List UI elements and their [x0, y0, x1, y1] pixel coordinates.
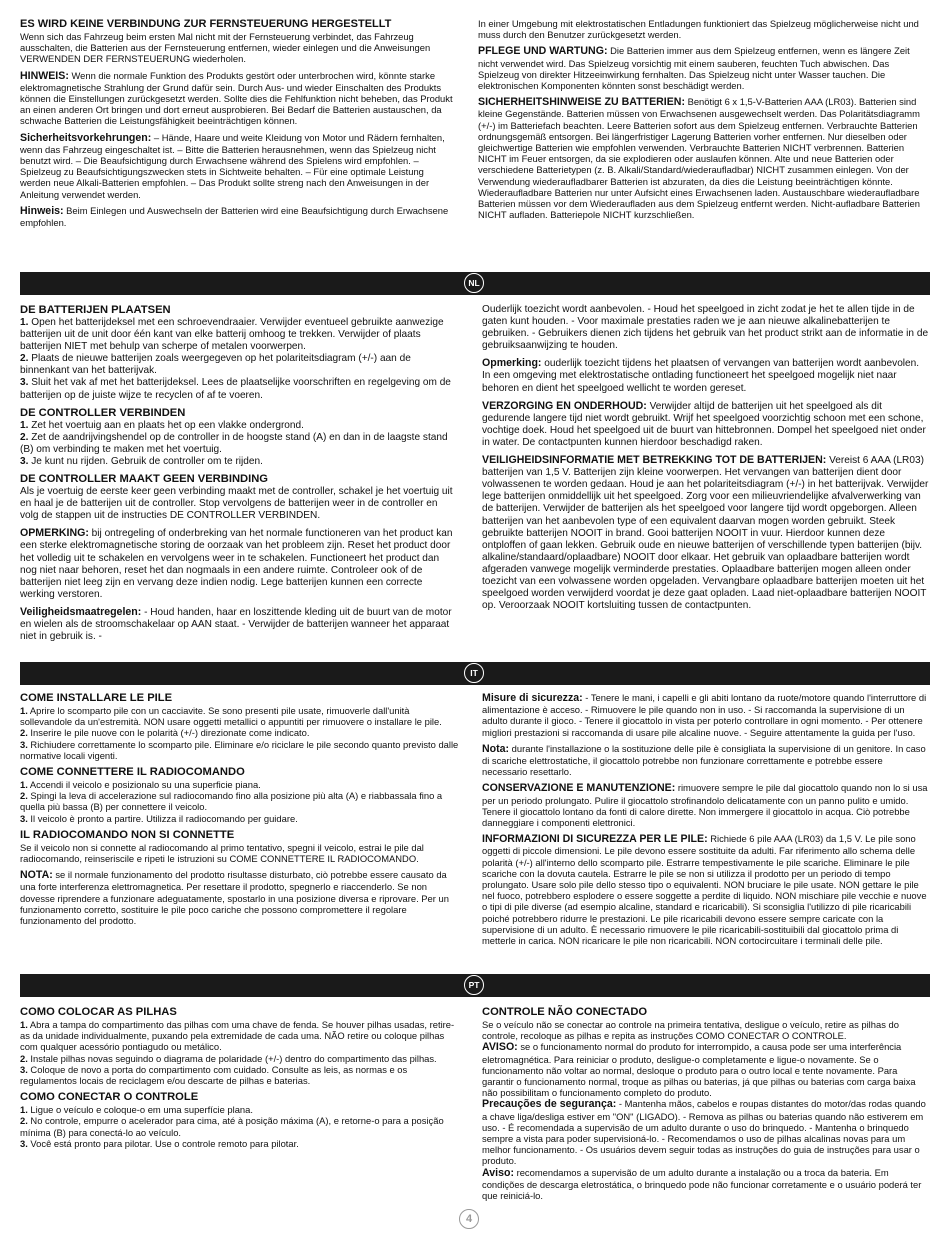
it-step-2-number: 2.	[20, 727, 28, 739]
nl-safety-paragraph	[20, 606, 458, 643]
de-hinweis2-label: Hinweis:	[20, 204, 64, 217]
it-heading-install-batteries: COME INSTALLARE LE PILE	[20, 692, 173, 704]
nl-no-connection-text: Als je voertuig de eerste keer geen verbinding maakt met de controller, schakel je het voertuig uit en haal je de batterijen uit de controller. Stop vervolgens de batterijen weer in de controller en volg de stappen uit de instructies DE CONTROLLER VERBINDEN.	[20, 486, 453, 522]
pt-connect-step-2-text: No controle, empurre o acelerador para cima, até à posição máxima (A), e retorne-o para a posição mínima (B) para conectá-lo ao veículo.	[20, 1115, 444, 1138]
nl-heading-no-connection: DE CONTROLLER MAAKT GEEN VERBINDING	[20, 473, 268, 486]
pt-step-1	[20, 1019, 460, 1053]
it-care-text: rimuovere sempre le pile dal giocattolo quando non lo si usa per un periodo prolungato. Pulire il giocattolo strofinandolo delicatamente con un panno pulito e umido. Tenere il giocattolo lontano da fonti di calore dirette. Non immergere il giocattolo in acqua. Ciò potrebbe danneggiare i componenti elettronici.	[482, 782, 928, 829]
pt-connect-step-1-number: 1.	[20, 1104, 28, 1116]
de-heading-no-connection: ES WIRD KEINE VERBINDUNG ZUR FERNSTEUERUNG HERGESTELLT	[20, 18, 392, 30]
nl-connect-step-3-number: 3.	[20, 455, 29, 467]
it-connect-step-3-text: Il veicolo è pronto a partire. Utilizza il radiocomando per guidare.	[27, 812, 298, 824]
nl-connect-step-2-number: 2.	[20, 431, 29, 443]
nl-language-badge: NL	[464, 273, 484, 293]
it-battery-safety-paragraph	[482, 833, 930, 946]
it-connect-step-2-text: Spingi la leva di accelerazione sul radiocomando fino alla posizione più alta (A) e riabbassala fino a quella più bassa (B) per connettere il veicolo.	[20, 790, 443, 813]
pt-step-1-number: 1.	[20, 1019, 28, 1030]
nl-step-3-number: 3.	[20, 377, 29, 389]
pt-heading-insert-batteries: COMO COLOCAR AS PILHAS	[20, 1006, 177, 1018]
it-connect-step-3	[20, 813, 460, 824]
pt-language-badge: PT	[464, 975, 484, 995]
nl-care-label: VERZORGING EN ONDERHOUD:	[482, 399, 647, 412]
it-note-label: NOTA:	[20, 869, 53, 882]
nl-step-3-text: Sluit het vak af met het batterijdeksel. Lees de plaatselijke voorschriften en regelgeving om de batterijen op de juiste wijze te recyclen of af te voeren.	[20, 377, 451, 401]
pt-left-column	[20, 1006, 460, 1149]
de-care-text: Die Batterien immer aus dem Spielzeug entfernen, wenn es längere Zeit nicht verwendet wird. Das Spielzeug vorsichtig mit einem sauberen, feuchten Tuch abwischen. Das Spielzeug von direkter Hitzeeinwirkung fernhalten. Das Spielzeug nicht unter Wasser tauchen. Die elektronischen Komponenten könnten sonst beschädigt werden.	[478, 45, 910, 92]
nl-connect-step-2-text: Zet de aandrijvingshendel op de controller in de hoogste stand (A) en dan in de laagste stand (B) om verbinding te maken met het voertuig.	[20, 431, 448, 455]
nl-connect-step-1-number: 1.	[20, 419, 29, 431]
it-safety-paragraph	[482, 692, 930, 738]
it-heading-no-connection: IL RADIOCOMANDO NON SI CONNETTE	[20, 828, 235, 841]
pt-warning-text: se o funcionamento normal do produto for interrompido, a causa pode ser uma interferência eletromagnética. Para reiniciar o produto, desligue-o completamente e ligue-o novamente. Se o funcionamento não voltar ao normal, desloque o produto para o outro local e tente novamente. Para garantir o funcionamento normal, troque as pilhas ou baterias, já que pilhas ou baterias com carga baixa não possibilitam o funcionamento completo do produto.	[482, 1041, 916, 1099]
nl-connect-step-3-text: Je kunt nu rijden. Gebruik de controller om te rijden.	[28, 455, 263, 467]
pt-heading-not-connected: CONTROLE NÃO CONECTADO	[482, 1006, 648, 1018]
it-battery-safety-text: Richiede 6 pile AAA (LR03) da 1,5 V. Le pile sono oggetti di piccole dimensioni. Le pile devono essere sostituite da adulti. Far riferimento allo schema delle polarità (+/-) all'interno dello scomparto pile. Estrarre tempestivamente le pile scariche. Eliminare le pile scariche con la dovuta cautela. Estrarre le pile se non si utilizza il prodotto per un periodo di tempo prolungato. Usare solo pile dello stesso tipo o equivalenti. NON bruciare le pile usate. NON gettare le pile nel fuoco, potrebbero esplodere o essere soggette a perdite di liquido. NON mischiare pile vecchie e nuove o tipi di pile diverse (ad esempio alcaline, standard e ricaricabili). Si sconsiglia l'utilizzo di pile ricaricabili poiché potrebbero ridurre le prestazioni. Le pile ricaricabili devono essere sempre caricate con la supervisione di un adulto. È necessario rimuovere le pile ricaricabili-sostituibili dal giocattolo prima di metterle in carica. NON ricaricare le pile non ricaricabili. NON cortocircuitare i terminali delle pile.	[482, 833, 927, 947]
nl-connect-step-1	[20, 420, 458, 432]
it-step-3	[20, 739, 460, 761]
it-step-2	[20, 727, 460, 738]
de-battery-safety-paragraph	[478, 96, 930, 220]
nl-note2-paragraph	[482, 357, 930, 394]
pt-safety-text: - Mantenha mãos, cabelos e roupas distantes do motor/das rodas quando a chave liga/desliga estiver em "ON" (LIGADO). - Remova as pilhas ou baterias quando não estiverem em uso. - É recomendada a supervisão de um adulto durante o uso do brinquedo. - Mantenha o brinquedo sempre a vista para poder supervisioná-lo. - Recomendamos o uso de pilhas alcalinas novas para um melhor funcionamento. - Os usuários devem seguir todas as instruções do guia de instruções para usar o produto.	[482, 1098, 926, 1167]
page-number: 4	[459, 1209, 479, 1229]
de-hinweis-paragraph	[20, 70, 456, 127]
nl-care-paragraph	[482, 400, 930, 449]
nl-note-text: bij ontregeling of onderbreking van het normale functioneren van het product kan een sterke elektromagnetische storing de oorzaak van het probleem zijn. Reset het product door het volledig uit te schakelen en vervolgens weer in te schakelen. Functioneert het product dan nog niet naar behoren, reset het dan nogmaals in een andere ruimte. Controleer ook of de batterijen niet leeg zijn en vervang deze indien nodig. Lege batterijen kunnen een correcte werking verstoren.	[20, 528, 453, 600]
it-language-badge: IT	[464, 663, 484, 683]
it-left-column	[20, 692, 460, 931]
nl-care-text: Verwijder altijd de batterijen uit het speelgoed als dit gedurende langere tijd niet wordt gebruikt. Wrijf het speelgoed voorzichtig schoon met een schone, vochtige doek. Houd het speelgoed uit de buurt van hittebronnen. Dompel het speelgoed niet onder in water. De contactpunten kunnen hierdoor beschadigd raken.	[482, 400, 926, 448]
pt-step-3-number: 3.	[20, 1063, 28, 1075]
de-care-label: PFLEGE UND WARTUNG:	[478, 45, 608, 58]
pt-step-3-text: Coloque de novo a porta do compartimento com cuidado. Consulte as leis, as normas e os regulamentos locais de reciclagem e/ou descarte de pilhas e baterias.	[20, 1063, 408, 1087]
pt-warning-paragraph	[482, 1041, 930, 1098]
de-safety-text: – Hände, Haare und weite Kleidung von Motor und Rädern fernhalten, wenn das Fahrzeug eingeschaltet ist. – Bitte die Batterien herausnehmen, wenn das Spielzeug nicht benutzt wird. – Die Beaufsichtigung durch Erwachsene während des Spielens wird empfohlen. – Spielzeug zu Beaufsichtigungszwecken stets in Sichtweite behalten. – Für eine optimale Leistung werden neue Alkali-Batterien empfohlen. – Das Produkt sollte streng nach den Anweisungen in der Anleitung verwendet werden.	[20, 131, 445, 200]
pt-heading-connect-controller: COMO CONECTAR O CONTROLE	[20, 1091, 199, 1104]
nl-battery-safety-label: VEILIGHEIDSINFORMATIE MET BETREKKING TOT DE BATTERIJEN:	[482, 454, 827, 467]
de-battery-safety-text: Benötigt 6 x 1,5-V-Batterien AAA (LR03). Batterien sind kleine Gegenstände. Batterien müssen von Erwachsenen ausgewechselt werden. Das Polaritätsdiagramm (+/-) im Batteriefach beachten. Leere Batterien sofort aus dem Spielzeug entfernen. Verbrauchte Batterien ordnungsgemäß entsorgen. Bei längerfristiger Lagerung Batterien vorher entfernen. Nur dieselben oder gleichwertige Batterien wie empfohlen verwenden. Verbrauchte Batterien NICHT verbrennen. Batterien NICHT im Feuer entsorgen, da sie explodieren oder auslaufen können. Alte und neue Batterien oder verschiedene Batterietypen (z. B. Alkali/Standard/wiederaufladbar) NICHT zusammen einlegen. Von der Verwendung wiederaufladbarer Batterien ist abzuraten, da dies die Leistung beeinträchtigen könnte. Wiederaufladbare Batterien nur unter Aufsicht eines Erwachsenen laden. Austauschbare wiederaufladbare Batterien müssen vor dem Wiederaufladen aus dem Spielzeug entfernt werden. Nicht-aufladbare Batterien NICHT aufladen. Batteriepole NICHT kurzschließen.	[478, 96, 920, 221]
de-hinweis-text: Wenn die normale Funktion des Produkts gestört oder unterbrochen wird, könnte starke elektromagnetische Strahlung der Grund dafür sein. Durch Aus- und wieder Einschalten des Produkts können die Einstellungen zurückgesetzt werden. Sollte dies die Fehlfunktion nicht beheben, das Produkt an einen anderen Ort bringen und dort erneut ausprobieren. Bei Bedarf die Batterien austauschen, da schwache Batterien die Leistungsfähigkeit beeinträchtigen können.	[20, 69, 453, 127]
pt-warning2-paragraph	[482, 1167, 930, 1202]
de-no-connection-text: Wenn sich das Fahrzeug beim ersten Mal nicht mit der Fernsteuerung verbindet, das Fahrzeug ausschalten, die Batterien aus der Fernsteuerung entfernen, wieder einlegen und die Anweisungen VERWENDEN DER FERNSTEUERUNG wiederholen.	[20, 31, 431, 65]
de-care-paragraph	[478, 45, 930, 91]
nl-battery-safety-text: Vereist 6 AAA (LR03) batterijen van 1,5 V. Batterijen zijn kleine voorwerpen. Het vervangen van batterijen dient door volwassenen te worden gedaan. Houd je aan het polariteitsdiagram (+/-) in het batterijvak. Verwijder lege batterijen onmiddellijk uit het speelgoed. Zorg voor een milieuvriendelijke afvalverwerking van de batterijen. Verwijder de batterijen als het speelgoed voor langere tijd wordt opgeborgen. Alleen batterijen van het aanbevolen type of een equivalent daarvan mogen worden gebruikt. Steek gebruikte batterijen NOOIT in brand. Gooi batterijen NOOIT in vuur. Hierdoor kunnen deze ontploffen of gaan lekken. Gebruik oude en nieuwe batterijen of verschillende typen batterijen (bijv. alkaline/standaard/oplaadbare) NOOIT door elkaar. Het gebruik van oplaadbare batterijen wordt afgeraden vanwege mogelijk verminderde prestaties. Oplaadbare batterijen mogen alleen onder toezicht van een volwassene worden opgeladen. Vervangbare oplaadbare batterijen moeten uit het speelgoed worden verwijderd voordat je deze gaat opladen. Laad niet-oplaadbare batterijen NOOIT op. Veroorzaak NOOIT kortsluiting tussen de contactpunten.	[482, 455, 929, 612]
pt-warning2-text: recomendamos a supervisão de um adulto durante a instalação ou a troca da bateria. Em condições de descarga eletrostática, o brinquedo pode não funcionar corretamente e o usuário poderá ter que reiniciá-lo.	[482, 1166, 922, 1202]
pt-connect-step-2-number: 2.	[20, 1115, 28, 1127]
it-note2-paragraph	[482, 743, 930, 778]
pt-connect-step-3-text: Você está pronto para pilotar. Use o controle remoto para pilotar.	[27, 1137, 299, 1149]
pt-step-2	[20, 1053, 460, 1064]
it-step-1-text: Aprire lo scomparto pile con un cacciavite. Se sono presenti pile usate, rimuoverle dall'unità sollevandole da un'estremità. NON usare oggetti metallici o appuntiti per rimuovere o installare le pile.	[20, 705, 442, 728]
it-section-bar	[20, 662, 930, 685]
pt-not-connected-text: Se o veículo não se conectar ao controle na primeira tentativa, desligue o veículo, retire as pilhas do controle, recoloque as pilhas e repita as instruções COMO CONECTAR O CONTROLE.	[482, 1019, 899, 1042]
it-step-2-text: Inserire le pile nuove con le polarità (+/-) direzionate come indicato.	[27, 727, 310, 739]
it-care-paragraph	[482, 782, 930, 828]
pt-connect-step-2	[20, 1115, 460, 1137]
nl-step-1	[20, 317, 458, 353]
nl-connect-step-2	[20, 432, 458, 456]
it-step-1-number: 1.	[20, 705, 28, 716]
it-care-label: CONSERVAZIONE E MANUTENZIONE:	[482, 782, 676, 795]
nl-safety-text: - Houd handen, haar en loszittende kleding uit de buurt van de motor en wielen als de stroomschakelaar op AAN staat. - Verwijder de batterijen wanneer het apparaat niet in gebruik is. -	[20, 606, 452, 643]
it-connect-step-3-number: 3.	[20, 812, 28, 824]
pt-connect-step-1	[20, 1104, 460, 1115]
nl-step-2	[20, 353, 458, 377]
nl-heading-insert-batteries: DE BATTERIJEN PLAATSEN	[20, 304, 171, 316]
pt-section-bar	[20, 974, 930, 997]
de-esd-text: In einer Umgebung mit elektrostatischen Entladungen funktioniert das Spielzeug möglicherweise nicht und muss durch den Benutzer zurückgesetzt werden.	[478, 18, 919, 41]
it-safety-text: - Tenere le mani, i capelli e gli abiti lontano da ruote/motore quando l'interruttore di alimentazione è acceso. - Rimuovere le pile quando non in uso. - Si raccomanda la supervisione di un adulto durante il gioco. - Tenere il giocattolo in vista per poterlo controllare in ogni momento. - Per ottenere migliori prestazioni si raccomanda di usare pile alcaline nuove. - Seguire attentamente la guida per l'uso.	[482, 692, 927, 738]
it-connect-step-1-number: 1.	[20, 779, 28, 791]
it-safety-label: Misure di sicurezza:	[482, 692, 583, 704]
pt-step-2-number: 2.	[20, 1052, 28, 1064]
de-safety-label: Sicherheitsvorkehrungen:	[20, 131, 152, 144]
de-battery-safety-label: SICHERHEITSHINWEISE ZU BATTERIEN:	[478, 96, 685, 109]
nl-note-label: OPMERKING:	[20, 527, 89, 540]
nl-section-bar	[20, 272, 930, 295]
nl-note2-label: Opmerking:	[482, 357, 542, 370]
nl-battery-safety-paragraph	[482, 454, 930, 612]
nl-heading-connect-controller: DE CONTROLLER VERBINDEN	[20, 406, 186, 419]
it-no-connection-text: Se il veicolo non si connette al radiocomando al primo tentativo, spegni il veicolo, estrai le pile dal radiocomando, reinseriscile e ripeti le istruzioni su COME CONNETTERE IL RADIOCOMANDO.	[20, 841, 424, 865]
de-hinweis2-text: Beim Einlegen und Auswechseln der Batterien wird eine Beaufsichtigung durch Erwachsene empfohlen.	[20, 204, 449, 229]
pt-connect-step-3	[20, 1138, 460, 1149]
pt-right-column	[482, 1006, 930, 1201]
pt-step-1-text: Abra a tampa do compartimento das pilhas com uma chave de fenda. Se houver pilhas usadas, retire-as da unidade individualmente, puxando pela extremidade de cada uma. NÃO retire ou coloque pilhas com qualquer acessório pontiagudo ou metálico.	[20, 1019, 455, 1053]
it-connect-step-1	[20, 779, 460, 790]
nl-step-2-text: Plaats de nieuwe batterijen zoals weergegeven op het polariteitsdiagram (+/-) aan de binnenkant van het batterijvak.	[20, 353, 411, 377]
nl-step-2-number: 2.	[20, 353, 29, 365]
pt-step-2-text: Instale pilhas novas seguindo o diagrama de polaridade (+/-) dentro do compartimento das pilhas.	[27, 1052, 437, 1064]
it-step-3-text: Richiudere correttamente lo scomparto pile. Eliminare e/o riciclare le pile secondo quanto previsto dalle normative locali vigenti.	[20, 738, 459, 761]
pt-step-3	[20, 1064, 460, 1086]
pt-connect-step-3-number: 3.	[20, 1137, 28, 1149]
nl-note2-text: ouderlijk toezicht tijdens het plaatsen of vervangen van batterijen wordt aanbevolen. In een omgeving met elektrostatische ontlading functioneert het speelgoed mogelijk niet naar behoren en dient het speelgoed wellicht te worden gereset.	[482, 358, 920, 394]
it-note2-label: Nota:	[482, 742, 510, 755]
it-battery-safety-label: INFORMAZIONI DI SICUREZZA PER LE PILE:	[482, 833, 708, 846]
it-step-1	[20, 705, 460, 727]
pt-connect-step-1-text: Ligue o veículo e coloque-o em uma superfície plana.	[27, 1104, 253, 1116]
de-safety-paragraph	[20, 132, 456, 200]
nl-note-paragraph	[20, 527, 458, 601]
nl-left-column	[20, 304, 458, 648]
de-left-column	[20, 18, 456, 233]
nl-supervision-text: Ouderlijk toezicht wordt aanbevolen. - Houd het speelgoed in zicht zodat je het te allen tijde in de gaten kunt houden. - Voor maximale prestaties raden we je aan nieuwe alkalinebatterijen te gebruiken. - Gebruikers dienen zich tijdens het gebruik van het product strikt aan de informatie in de gebruiksaanwijzing te houden.	[482, 304, 929, 352]
de-right-column	[478, 18, 930, 225]
pt-warning2-label: Aviso:	[482, 1166, 514, 1179]
nl-step-1-text: Open het batterijdeksel met een schroevendraaier. Verwijder eventueel gebruikte aanwezige batterijen uit de unit door één kant van elke batterij omhoog te trekken. Verwijder of plaats batterijen NIET met behulp van scherpe of metalen voorwerpen.	[20, 317, 444, 353]
nl-step-3	[20, 377, 458, 401]
nl-connect-step-3	[20, 456, 458, 468]
nl-step-1-number: 1.	[20, 317, 29, 328]
it-note-text: se il normale funzionamento del prodotto risultasse disturbato, ciò potrebbe essere causato da una forte interferenza elettromagnetica. Per resettare il prodotto, spegnerlo e riaccenderlo. Se non dovesse riprendere a funzionare adeguatamente, spostarlo in una posizione diversa e riprovare. Per un funzionamento corretto, sostituire le pile poco cariche che possono compromettere il regolare funzionamento del prodotto.	[20, 869, 449, 927]
de-hinweis-label: HINWEIS:	[20, 69, 69, 82]
nl-connect-step-1-text: Zet het voertuig aan en plaats het op een vlakke ondergrond.	[28, 419, 304, 431]
it-connect-step-1-text: Accendi il veicolo e posizionalo su una superficie piana.	[27, 779, 261, 791]
it-connect-step-2-number: 2.	[20, 790, 28, 802]
it-right-column	[482, 692, 930, 951]
it-step-3-number: 3.	[20, 738, 28, 750]
it-heading-connect-remote: COME CONNETTERE IL RADIOCOMANDO	[20, 766, 245, 779]
pt-safety-paragraph	[482, 1098, 930, 1166]
it-note2-text: durante l'installazione o la sostituzione delle pile è consigliata la supervisione di un genitore. In caso di scariche elettrostatiche, il giocattolo potrebbe non funzionare correttamente e potrebbe essere necessario resettarlo.	[482, 742, 926, 778]
nl-right-column	[482, 304, 930, 617]
de-hinweis2-paragraph	[20, 205, 456, 228]
pt-warning-label: AVISO:	[482, 1041, 518, 1054]
it-connect-step-2	[20, 790, 460, 812]
nl-safety-label: Veiligheidsmaatregelen:	[20, 605, 142, 618]
pt-safety-label: Precauções de segurança:	[482, 1098, 617, 1111]
it-note-paragraph	[20, 869, 460, 926]
